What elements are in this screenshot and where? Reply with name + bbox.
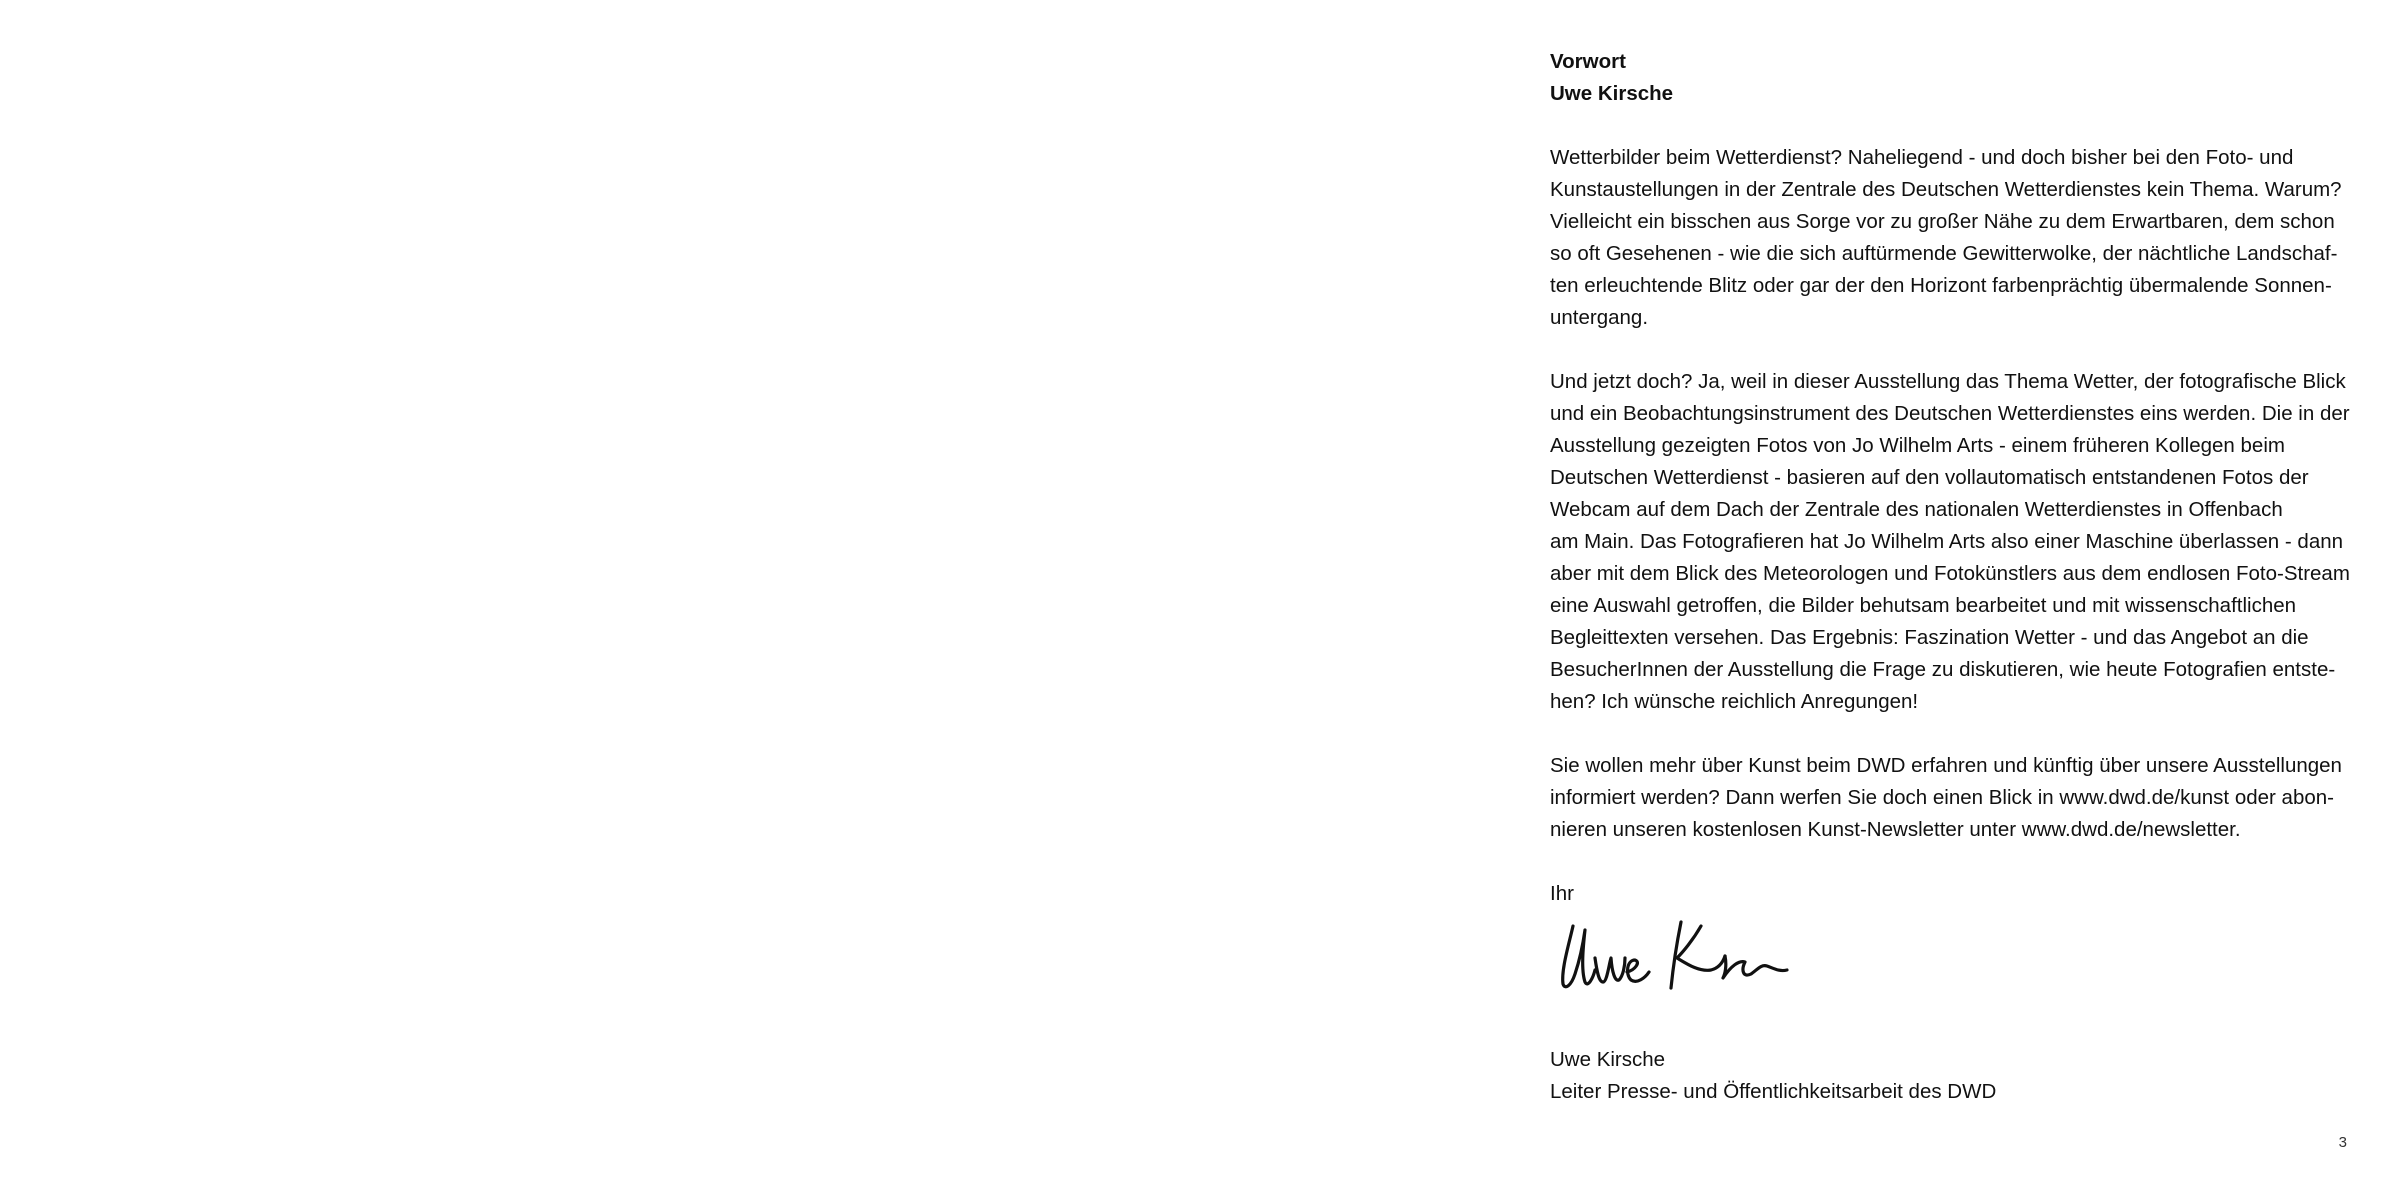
text-line: hen? Ich wünsche reichlich Anregungen! [1550, 690, 1919, 713]
text-line: aber mit dem Blick des Meteorologen und Fotokünstlers aus dem endlosen Foto-Stream [1550, 562, 2350, 585]
foreword-text [1550, 46, 2350, 910]
right-page [1191, 0, 2382, 1191]
text-line: Webcam auf dem Dach der Zentrale des nationalen Wetterdienstes in Offenbach [1550, 498, 2283, 521]
text-line: Wetterbilder beim Wetterdienst? Naheliegend - und doch bisher bei den Foto- und [1550, 146, 2294, 169]
heading-author: Uwe Kirsche [1550, 82, 1674, 105]
handwritten-signature-icon [1555, 912, 1795, 994]
text-line: informiert werden? Dann werfen Sie doch einen Blick in www.dwd.de/kunst oder abon- [1550, 786, 2334, 809]
page-number: 3 [2338, 1134, 2347, 1151]
blank-line [1550, 110, 2350, 142]
text-line: und ein Beobachtungsinstrument des Deutschen Wetterdienstes eins werden. Die in der [1550, 402, 2350, 425]
signer-block [1550, 1044, 2350, 1108]
text-line: BesucherInnen der Ausstellung die Frage zu diskutieren, wie heute Fotografien entste- [1550, 658, 2336, 681]
text-line: eine Auswahl getroffen, die Bilder behutsam bearbeitet und mit wissenschaftlichen [1550, 594, 2297, 617]
closing-text: Ihr [1550, 882, 1574, 905]
text-line: Deutschen Wetterdienst - basieren auf den vollautomatisch entstandenen Fotos der [1550, 466, 2309, 489]
blank-line [1550, 334, 2350, 366]
text-line: Ausstellung gezeigten Fotos von Jo Wilhelm Arts - einem früheren Kollegen beim [1550, 434, 2285, 457]
heading-title: Vorwort [1550, 50, 1626, 73]
text-line: Und jetzt doch? Ja, weil in dieser Ausstellung das Thema Wetter, der fotografische Blick [1550, 370, 2346, 393]
blank-line [1550, 846, 2350, 878]
blank-line [1550, 718, 2350, 750]
paragraph-1 [1550, 142, 2350, 334]
signer-role: Leiter Presse- und Öffentlichkeitsarbeit des DWD [1550, 1080, 1997, 1103]
text-line: Vielleicht ein bisschen aus Sorge vor zu großer Nähe zu dem Erwartbaren, dem schon [1550, 210, 2335, 233]
text-line: ten erleuchtende Blitz oder gar der den Horizont farbenprächtig übermalende Sonnen- [1550, 274, 2332, 297]
paragraph-3 [1550, 750, 2350, 846]
text-line: so oft Gesehenen - wie die sich auftürmende Gewitterwolke, der nächtliche Landschaf- [1550, 242, 2338, 265]
text-line: Sie wollen mehr über Kunst beim DWD erfahren und künftig über unsere Ausstellungen [1550, 754, 2342, 777]
text-line: Begleittexten versehen. Das Ergebnis: Faszination Wetter - und das Angebot an die [1550, 626, 2309, 649]
paragraph-2 [1550, 366, 2350, 718]
text-line: nieren unseren kostenlosen Kunst-Newsletter unter www.dwd.de/newsletter. [1550, 818, 2241, 841]
text-line: Kunstaustellungen in der Zentrale des Deutschen Wetterdienstes kein Thema. Warum? [1550, 178, 2342, 201]
text-line: am Main. Das Fotografieren hat Jo Wilhelm Arts also einer Maschine überlassen - dann [1550, 530, 2344, 553]
signer-name: Uwe Kirsche [1550, 1048, 1666, 1071]
text-line: untergang. [1550, 306, 1649, 329]
